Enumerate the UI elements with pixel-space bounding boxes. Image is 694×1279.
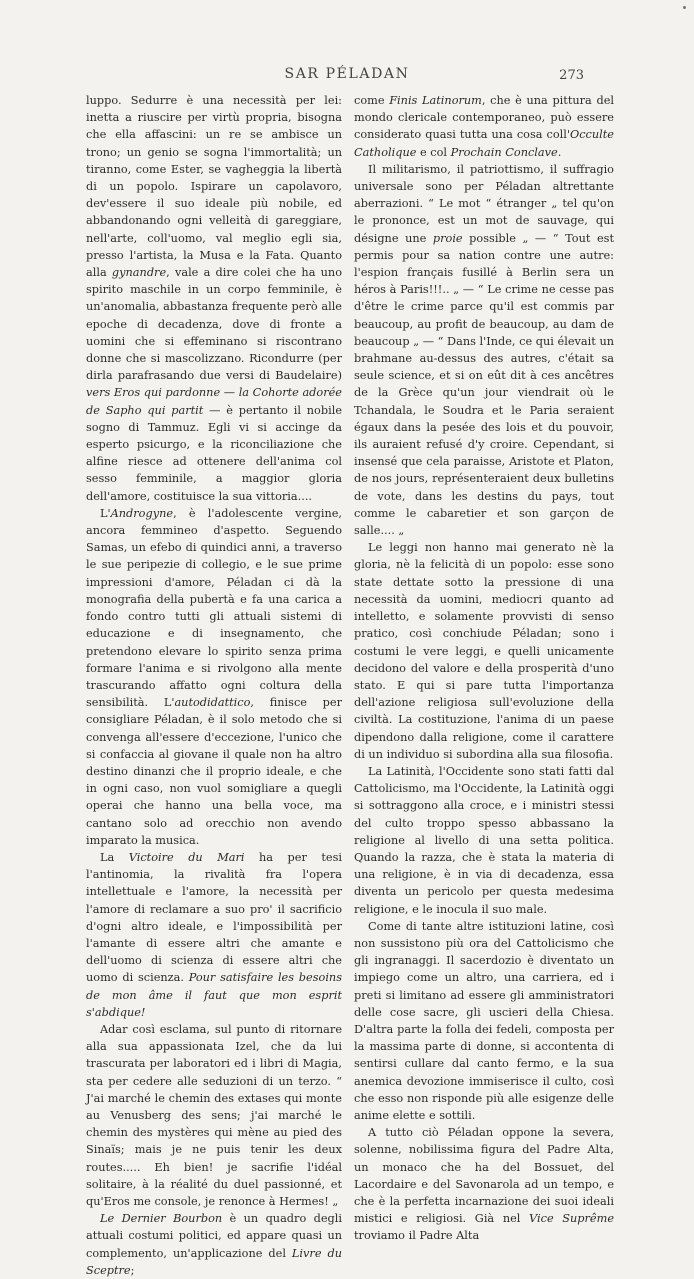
paragraph: La Victoire du Mari ha per tesi l'antinomia, la rivalità fra l'opera intellettuale e l'amore, la necessità per l'amore di reclamare a suo pro' il sacrificio d'ogni altro ideale, e l'impossibilità per l'amante di essere altri che amante e dell'uomo di scienza di essere altri che uomo di scienza. Pour satisfaire les besoins de mon âme il faut que mon esprit s'abdique! [86, 850, 343, 1019]
paper-speck [683, 6, 686, 9]
right-column [354, 92, 614, 1245]
page-number: 273 [559, 68, 584, 83]
paragraph: Il militarismo, il patriottismo, il suffragio universale sono per Péladan altrettante aberrazioni. “ Le mot “ étranger „ tel qu'on le prononce, est un mot de sauvage, qui désigne une proie possible „ — “ Tout est permis pour sa nation contre une autre: l'espion français fusillé à Berlin sera un héros à Paris!!!.. „ — “ Le crime ne cesse pas d'être le crime parce qu'il est commis par beaucoup, au profit de beaucoup, au dam de beaucoup „ — “ Dans l'Inde, ce qui élevait un brahmane au-dessus des autres, c'était sa seule science, et si on eût dit à ces ancêtres de la Grèce qu'un jour viendrait où le Tchandala, le Soudra et le Paria seraient égaux dans la pesée des lois et du pouvoir, ils auraient refusé d'y croire. Cependant, si insensé que cela paraisse, Aristote et Platon, de nos jours, représenteraient deux bulletins de vote, dans les destins du pays, tout comme le cabaretier et son garçon de salle.... „ [354, 162, 614, 538]
left-column [86, 92, 342, 1279]
paragraph: Le leggi non hanno mai generato nè la gloria, nè la felicità di un popolo: esse sono state dettate sotto la pressione di una necessità da uomini, mediocri quanto ad intelletto, e solamente provvisti di senso pratico, così conchiude Péladan; sono i costumi le vere leggi, e quelli unicamente decidono del valore e della prosperità d'uno stato. E qui si pare tutta l'importanza dell'azione religiosa sull'evoluzione della civiltà. La costituzione, l'anima di un paese dipendono dalla religione, come il carattere di un individuo si subordina alla sua filosofia. [354, 541, 614, 761]
paragraph: Le Dernier Bourbon è un quadro degli attuali costumi politici, ed appare quasi un complemento, un'applicazione del Livre du Sceptre; [86, 1212, 342, 1277]
paragraph: Adar così esclama, sul punto di ritornare alla sua appassionata Izel, che da lui trascurata per laboratori ed i libri di Magia, sta per cedere alle seduzioni di un terzo. “ J'ai marché le chemin des extases qui monte au Venusberg des sens; j'ai marché le chemin des mystères qui mène au pied des Sinaïs; mais je ne puis tenir les deux routes..... Eh bien! je sacrifie l'idéal solitaire, à la réalité du duel passionné, et qu'Eros me console, je renonce à Hermes! „ [86, 1022, 342, 1208]
paragraph: La Latinità, l'Occidente sono stati fatti dal Cattolicismo, ma l'Occidente, la Latinità oggi si sottraggono alla croce, e i ministri stessi del culto troppo spesso abbassano la religione al livello di una setta politica. Quando la razza, che è stata la materia di una religione, è in via di decadenza, essa diventa un pericolo per questa medesima religione, e le inocula il suo male. [354, 764, 614, 916]
paragraph: come Finis Latinorum, che è una pittura del mondo clericale contemporaneo, può essere considerato quasi tutta una cosa coll'Occulte Catholique e col Prochain Conclave. [354, 94, 614, 159]
running-header: SAR PÉLADAN [284, 66, 410, 82]
paragraph: A tutto ciò Péladan oppone la severa, solenne, nobilissima figura del Padre Alta, un monaco che ha del Bossuet, del Lacordaire e del Savonarola ad un tempo, e che è la perfetta incarnazione dei suoi ideali mistici e religiosi. Già nel Vice Suprême troviamo il Padre Alta [354, 1126, 615, 1243]
paragraph: L'Androgyne, è l'adolescente vergine, ancora femmineo d'aspetto. Seguendo Samas, un efebo di quindici anni, a traverso le sue peripezie di collegio, e le sue prime impressioni d'amore, Péladan ci dà la monografia della pubertà e fa una carica a fondo contro tutti gli attuali sistemi di educazione e di insegnamento, che pretendono elevare lo spirito senza prima formare l'anima e si rivolgono alla mente trascurando affatto ogni coltura della sensibilità. L'autodidattico, finisce per consigliare Péladan, è il solo metodo che si convenga all'essere d'eccezione, l'unico che si confaccia al giovane il quale non ha altro destino dinanzi che il proprio ideale, e che in ogni caso, non vuol somigliare a quegli operai che hanno una bella voce, ma cantano solo ad orecchio non avendo imparato la musica. [86, 506, 342, 847]
paragraph: luppo. Sedurre è una necessità per lei: inetta a riuscire per virtù propria, bisogna che ella affascini: un re se ambisce un trono; un genio se sogna l'immortalità; un tiranno, come Ester, se vagheggia la libertà di un popolo. Ispirare un capolavoro, dev'essere il suo ideale più nobile, ed abbandonando ogni velleità di gareggiare, nell'arte, coll'uomo, val meglio egli sia, presso l'artista, la Musa e la Fata. Quanto alla gynandre, vale a dire colei che ha uno spirito maschile in un corpo femminile, è un'anomalia, abbastanza frequente però alle epoche di decadenza, dove di fronte a uomini che si effeminano si riscontrano donne che si mascolizzano. Ricondurre (per dirla parafrasando due versi di Baudelaire) vers Eros qui pardonne — la Cohorte adorée de Sapho qui partit — è pertanto il nobile sogno di Tammuz. Egli vi si accinge da esperto psicurgo, e la riconciliazione che alfine riesce ad ottenere dell'anima col sesso femminile, a maggior gloria dell'amore, costituisce la sua vittoria.... [86, 94, 343, 503]
paragraph: Come di tante altre istituzioni latine, così non sussistono più ora del Cattolicismo che gli ingranaggi. Il sacerdozio è diventato un impiego come un altro, una carriera, ed i preti si limitano ad essere gli amministratori delle cose sacre, gli uscieri della Chiesa. D'altra parte la folla dei fedeli, composta per la massima parte di donne, si accontenta di sentirsi cullare dal canto fermo, e la sua anemica devozione immiserisce il culto, così che esso non risponde più alle esigenze delle anime elette e sottili. [354, 919, 614, 1122]
